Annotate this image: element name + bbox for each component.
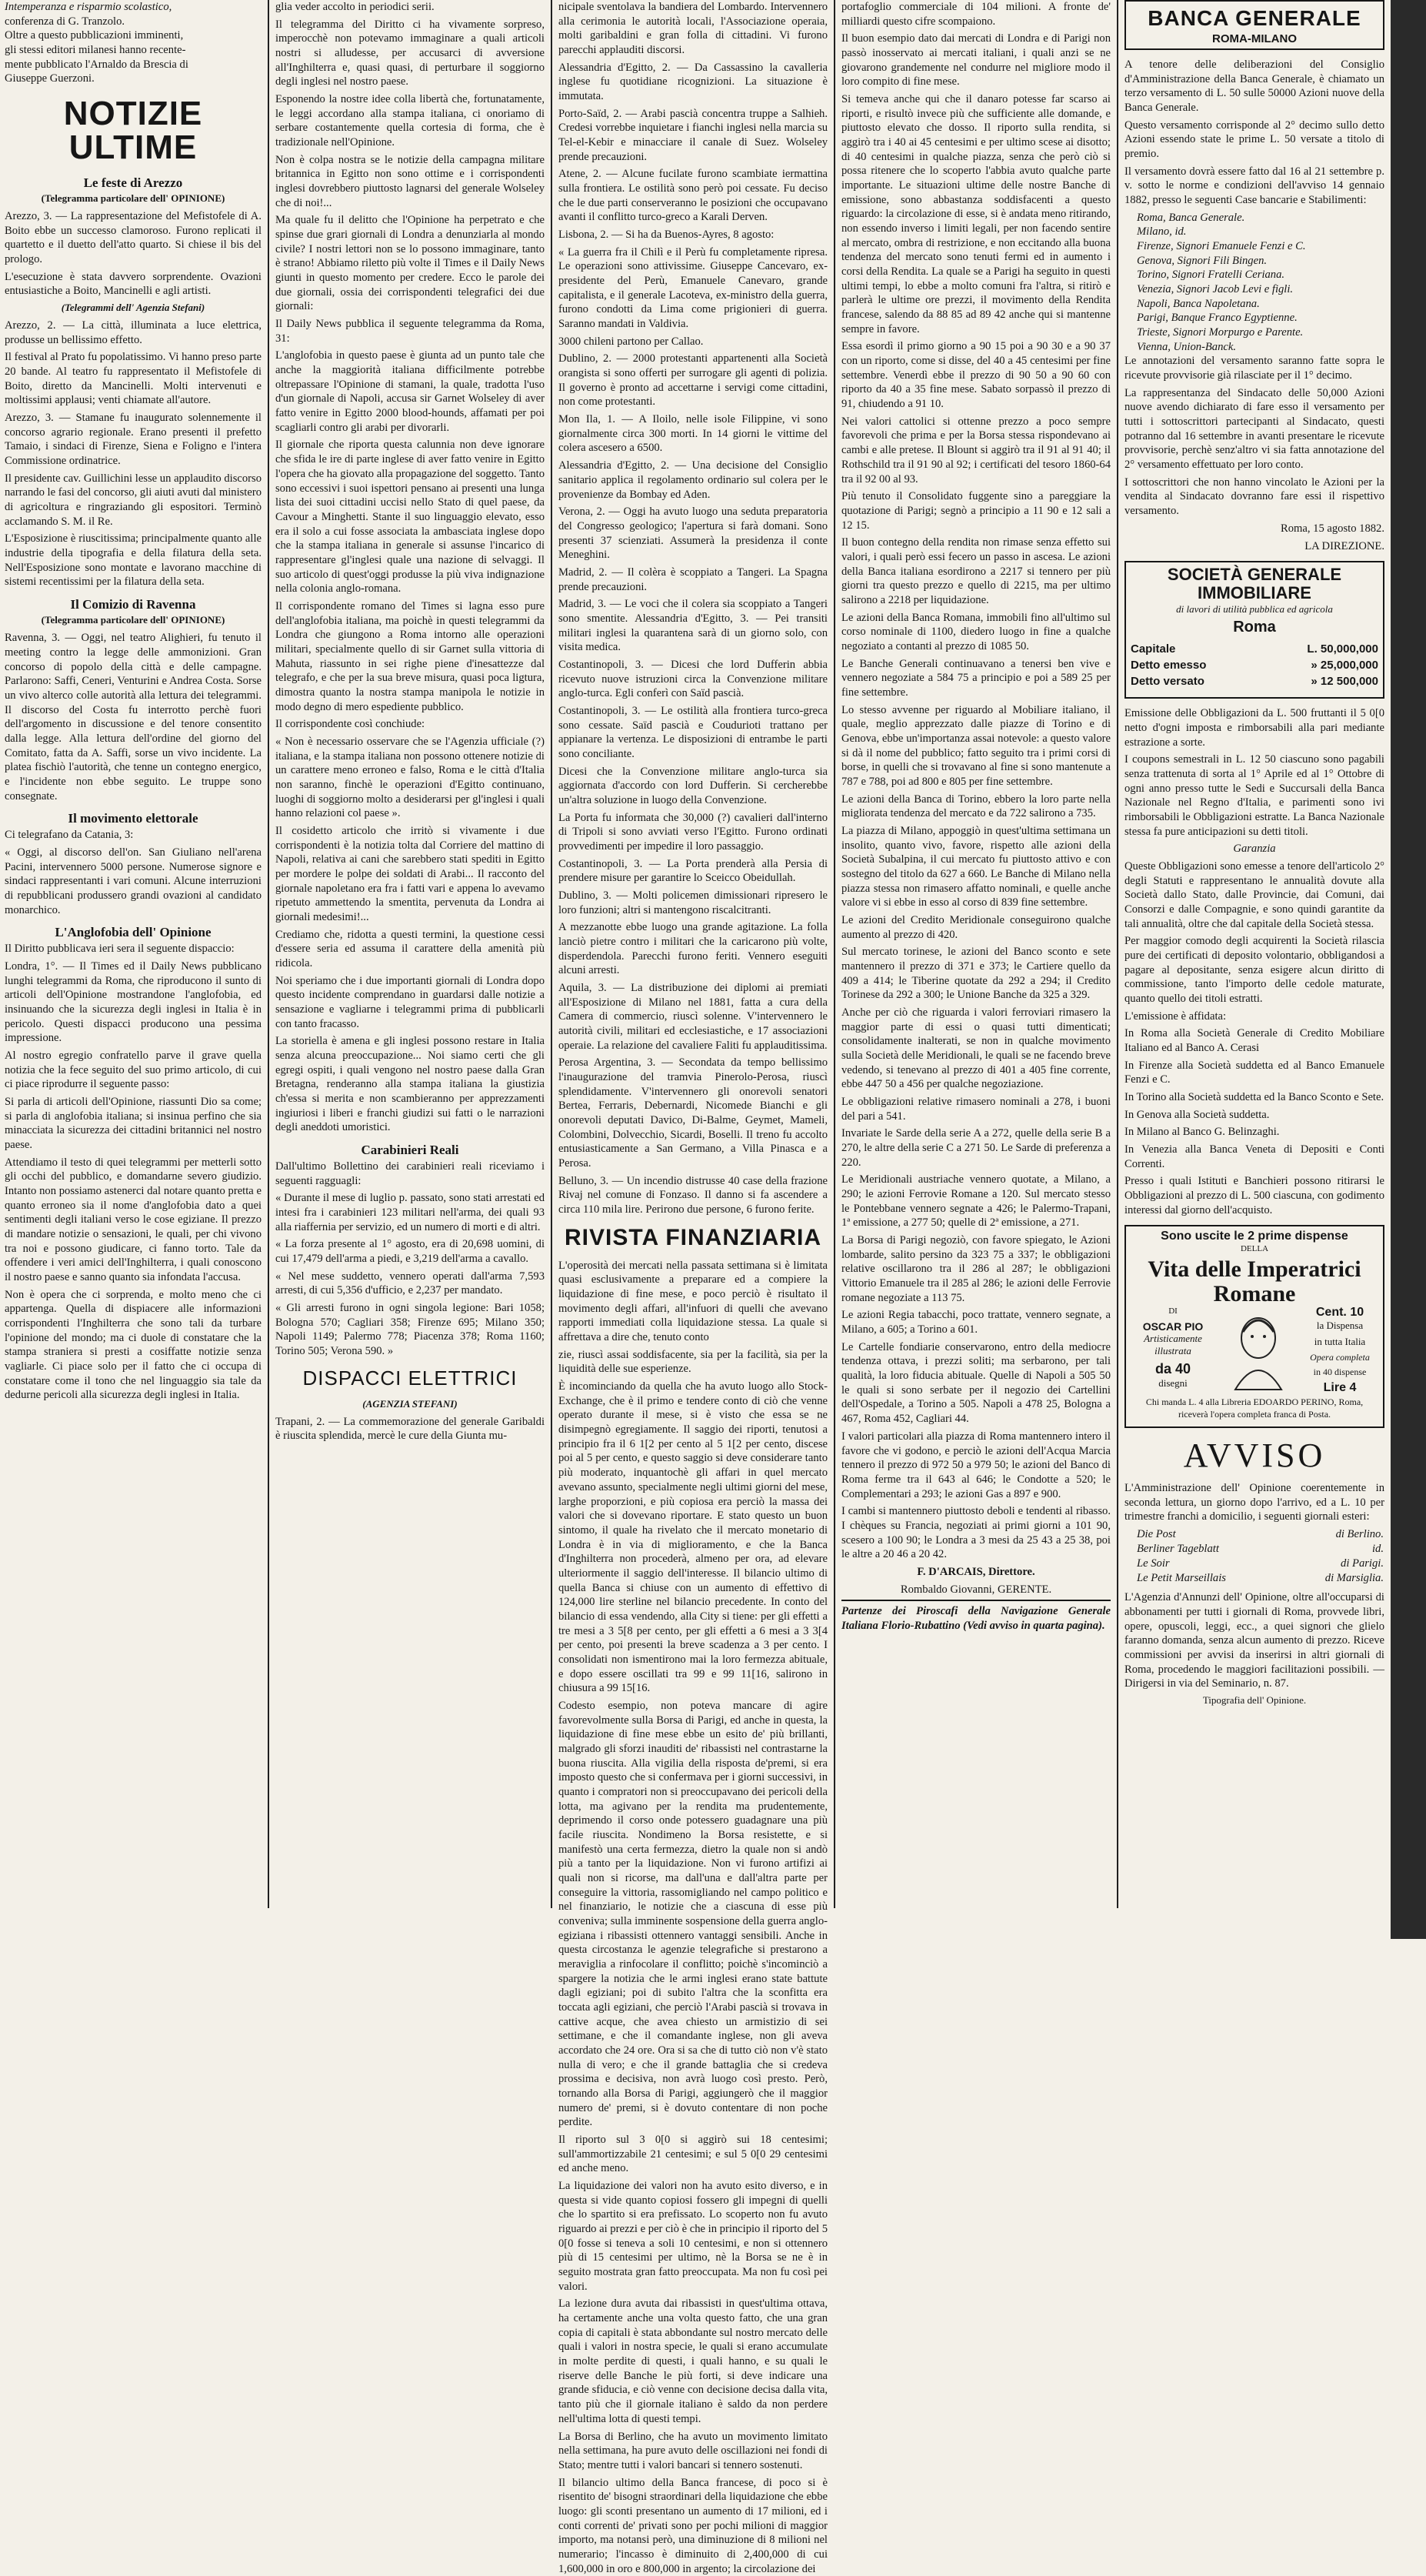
paragraph: Il corrispondente romano del Times si lagna esso pure dell'anglofobia italiana, ma poichè in questi telegrammi da Londra che giungono a Roma intorno alle operazioni militari, specialmente quello di sir Garnet sulla vittoria di Mahuta, riassunto in sei righe piene d'inesattezze dal telegrafo, e che per la sua breve misura, quasi poca ligtura, dimostra quanto la nostra stampa manipola le notizie in modo degno di mero espediente pubblico. [275,599,545,713]
empress-portrait-icon [1224,1309,1293,1393]
paragraph: La piazza di Milano, appoggiò in quest'ultima settimana un insolito, quanto vivo, favore, rispetto alle azioni della Società Subalpina, il cui mercato fu piuttosto attivo e con sostegno del titolo da 627 a 660. Le Banche di Milano nella piazza stessa non rimasero affatto nominali, e quelle anche valore vi si ebbe in esso al corso di 839 fine settembre. [841,824,1111,909]
paragraph: Per maggior comodo degli acquirenti la Società rilascia pure dei certificati di deposito volontario, obbligandosi a pagare al depositante, senza esigere alcun diritto di commissione, tanto l'importo delle cedole maturate, quanto quello dei titoli estratti. [1124,935,1384,1005]
capital-row [1131,641,1378,657]
subheading-arezzo: (Telegramma particolare dell' OPINIONE) [41,192,225,205]
heading-dispacci: DISPACCI ELETTRICI [302,1366,518,1390]
vita-title: Vita delle Imperatrici Romane [1148,1256,1361,1306]
paragraph: Il versamento dovrà essere fatto dal 16 al 21 settembre p. v. sotto le norme e condizioni dell'avviso 14 gennaio 1882, presso le seguenti Case bancarie e Stabilimenti: [1124,165,1384,207]
column-3 [554,0,832,2575]
vita-dispensa: la Dispensa [1316,1320,1364,1332]
paragraph: « Oggi, al discorso dell'on. San Giuliano nell'arena Pacini, intervennero 5000 persone. Numerose signore e sindaci rappresentanti i vari comuni. Alcune interruzioni di repubblicani produssero grandi ovazioni al candidato monarchico. [5,846,262,916]
signature-director: F. D'ARCAIS, Direttore. [917,1565,1035,1578]
intro-line: Oltre a questo pubblicazioni imminenti, [5,29,184,42]
paragraph: È incominciando da quella che ha avuto luogo allo Stock-Exchange, che è il primo e tendere conto di ciò che venne operato durante il mese, si è visto che essa se ne disimpegnò egregiamente. Il saggio dei riporti, tenutosi a principio fra il 6 1[2 per cento al 5 1[2 per cento, discese poi al 5 per cento, e questo saggio si deve considerare tanto più moderato, inquantochè gli affari in quel mercato avevano assunto, specialmente negli ultimi giorni del mese, larghe proporzioni, e più copiosa era perciò la massa dei valori che si dovevano riportare. E stato questo un buon sintomo, il quale ha rivelato che il mercato monetario di Londra è in via di miglioramento, e che la Banca d'Inghilterra non procederà, almeno per ora, ad elevare ulteriormente il saggio dell'interesse. Il bilancio ultimo di quella Banca si chiuse con un aumento di effettivo di 124,000 lire sterline nel bilancio precedente. In conto del bilancio di essa vendendo, alla City si tiene: per gli effetti a tre mesi a 3 5[8 per cento, per gli effetti a 6 mesi a 3 3[4 per cento, poi presenti la breve scadenza a 3 per cento. I consolidati non ismentirono mai la loro fermezza abituale, e dopo essere oscillati tra 99 e 99 11[16, salirono in chiusura a 99 15[16. [558,1380,828,1695]
paragraph: La storiella è amena e gli inglesi possono restare in Italia senza alcuna preoccupazione... Noi siamo certi che gli egregi ospiti, i quali vengono nel nostro paese dalla Gran Bretagna, renderanno alla stampa italiana la giustizia ch'essa si merita e non scambieranno per apprezzamenti ingiuriosi i liberi e franchi giudizi sui fatti o le narrazioni degli aneddoti umoristici. [275,1035,545,1134]
paragraph: Alessandria d'Egitto, 2. — Da Cassassino la cavalleria inglese fu quotidiane ricognizioni. La situazione è immutata. [558,61,828,103]
paragraph: In Venezia alla Banca Veneta di Depositi e Conti Correnti. [1124,1143,1384,1170]
paragraph: Il buon contegno della rendita non rimase senza effetto sui valori, i quali però essi fecero un passo in ascesa. Le azioni della Banca italiana esordirono a 2217 si tennero per più giorni tra questo prezzo e quello di 2215, ma per ultimo salirono a 2218 per liquidazione. [841,536,1111,606]
vita-disegni: disegni [1158,1376,1188,1389]
banca-list-item: Parigi, Banque Franco Egyptienne. [1137,312,1298,325]
intro-line: conferenza di G. Tranzolo. [5,15,125,28]
paragraph: La Borsa di Berlino, che ha avuto un movimento limitato nella settimana, ha pure avuto delle oscillazioni nei fondi di Stato; mentre tutti i valori bancari si tennero sostenuti. [558,2430,828,2471]
vita-lire: Lire 4 [1323,1381,1357,1395]
column-rule [834,0,835,1908]
heading-rivista: RIVISTA FINANZIARIA [565,1224,821,1250]
paragraph: La Borsa di Parigi negoziò, con favore spiegato, le Azioni lombarde, salito persino da 323 75 a 337; le obbligazioni relative oscillarono tra il 286 al 287; le obbligazioni Vittorio Emanuele tra il 285 al 286; le azioni delle Ferrovie romane negoziate a 113 75. [841,1234,1111,1304]
vita-opera2: in 40 dispense [1313,1366,1367,1378]
paragraph: Lo stesso avvenne per riguardo al Mobiliare italiano, il quale, meglio apprezzato dalle piazze di Torino e di Genova, ebbe un'importanza assai notevole: a questo valore si dà il nome del pubblico; fatto seguito tra i primi corsi di borse, in quelli che si trovavano al fine si sono mantenute a 787 e 788, poi ad 800 e 805 per fine settembre. [841,703,1111,788]
banca-city: ROMA-MILANO [1212,32,1297,45]
vita-della: DELLA [1240,1244,1269,1254]
intro-line: mente pubblicato l'Arnaldo da Brescia di [5,58,188,71]
partenze-piroscafi: Partenze dei Piroscafi della Navigazione Generale Italiana Florio-Rubattino (Vedi avviso in quarta pagina). [841,1600,1111,1633]
paragraph: I cambi si mantennero piuttosto deboli e tendenti al ribasso. I chèques su Francia, negoziati ai primi giorni a 101 90, scesero a 100 90; le Londra a 3 mesi da 25 43 a 25 38, poi le altre a 20 46 a 20 42. [841,1505,1111,1561]
capital-label: Detto versato [1131,675,1204,689]
paragraph: L'operosità dei mercati nella passata settimana si è limitata quasi esclusivamente a preparare ed a compiere la liquidazione di fine mese, e poco perciò è risultato il movimento degli affari, all'infuori di quelli che avevano rapporti immediati colla liquidazione stessa. La quale si affrettava a dire che, tenuto conto [558,1259,828,1344]
dark-edge [1391,0,1426,1939]
banca-sign: LA DIREZIONE. [1304,539,1384,552]
vita-imperatrici-ad [1124,1225,1384,1428]
avviso-list [1124,1527,1384,1586]
paragraph: Il telegramma del Diritto ci ha vivamente sorpreso, imperocchè non potevamo immaginare a quali articoli nostri si alludesse, per accusarci di avversione all'Inghilterra e, quasi quasi, di perturbare il soggiorno degli inglesi nel nostro paese. [275,18,545,88]
paragraph: Le obbligazioni relative rimasero nominali a 278, i buoni del pari a 541. [841,1096,1111,1123]
vita-cent: Cent. 10 [1315,1306,1364,1320]
paragraph: Le azioni del Credito Meridionale conseguirono qualche aumento al prezzo di 420. [841,913,1111,941]
banca-list-item: Firenze, Signori Emanuele Fenzi e C. [1137,240,1306,253]
paragraph: In Roma alla Società Generale di Credito Mobiliare Italiano ed al Banco A. Cerasi [1124,1027,1384,1054]
soc-sub: di lavori di utilità pubblica ed agricola [1176,602,1333,615]
paragraph: L'Amministrazione dell' Opinione coerentemente in seconda lettura, un giorno dopo l'arrivo, ed a L. 10 per trimestre franchi a domicilio, i seguenti giornali esteri: [1124,1482,1384,1523]
paragraph: Il bilancio ultimo della Banca francese, di poco si è risentito de' bisogni straordinari della liquidazione che ebbe luogo: gli sconti presentano un aumento di 17 milioni, ed i conti correnti de' privati sono per pochi milioni di maggior importo, ma notansi però, una diminuzione di 8 milioni nel numerario; l'incasso è diminuito di 2,400,000 di cui 1,600,000 in oro e 800,000 in argento; la circolazione dei [558,2476,828,2575]
paragraph: In Torino alla Società suddetta ed la Banco Sconto e Sete. [1124,1090,1384,1103]
heading-comizio: Il Comizio di Ravenna [70,597,196,612]
avviso-row [1124,1542,1384,1557]
intro-line: Giuseppe Guerzoni. [5,72,95,85]
vita-italia: in tutta Italia [1314,1336,1366,1348]
paragraph: Queste Obbligazioni sono emesse a tenore dell'articolo 2° degli Statuti e rappresentano le annualità dovute alla Società dallo Stato, dalle Provincie, dai Comuni, dai Consorzi e dalle Compagnie, e sono quindi garantite da tali annualità, oltre che dal capitale della Società stessa. [1124,859,1384,930]
paragraph: « La guerra fra il Chilì e il Perù fu completamente ripresa. Le operazioni sono attivissime. Giuseppe Cancevaro, ex-presidente del Perù, Emanuele Canevaro, grande capitalista, e il generale Lacoteva, ex-ministro della guerra, furono condotti da Lima come prigionieri di guerra. Saranno mandati in Valdivia. [558,245,828,331]
paragraph: Dicesi che la Convenzione militare anglo-turca sia aggiornata d'accordo con lord Dufferin. Si cercherebbe un'altra soluzione in luogo della Convenzione. [558,765,828,806]
paragraph: La rappresentanza del Sindacato delle 50,000 Azioni nuove avendo dichiarato di fare esso il versamento per tutti i sottoscrittori partecipanti al Sindacato, questi potranno dal 16 settembre in avanti presentare le ricevute provvisorie, perchè senz'altro vi sia fatta annotazione del 2° versamento effettuato per loro conto. [1124,386,1384,472]
paragraph: Porto-Saïd, 2. — Arabi pascià concentra truppe a Salhieh. Credesi vorrebbe inquietare i fianchi inglesi nella marcia su Tel-el-Kebir e minacciare il canale di Suez. Wolseley prende precauzioni. [558,107,828,163]
vita-di: DI [1168,1306,1178,1316]
paragraph: Emissione delle Obbligazioni da L. 500 fruttanti il 5 0[0 netto d'ogni imposta e rimborsabili alla pari mediante estrazione a sorte. [1124,707,1384,749]
paragraph: Aquila, 3. — La distribuzione dei diplomi ai premiati all'Esposizione di Milano nel 1881, fatta a cura della Camera di commercio, riuscì solenne. V'intervennero le autorità civili, militari ed ecclesiastiche, e 17 associazioni operaie. La relazione del cavaliere Faliti fu applauditissima. [558,982,828,1052]
garanzia: Garanzia [1233,843,1276,856]
paragraph: Le Banche Generali continuavano a tenersi ben vive e vennero negoziate a 584 75 a principio e poi a 589 25 per fine settembre. [841,657,1111,699]
paragraph: A tenore delle deliberazioni del Consiglio d'Amministrazione della Banca Generale, è chiamato un terzo versamento di L. 50 sulle 50000 Azioni nuove della Banca Generale. [1124,58,1384,115]
paragraph: Attendiamo il testo di quei telegrammi per metterli sotto gli occhi del pubblico, e domandarne severo giudizio. Intanto non possiamo astenerci dal notare quanto pretta e quanto erroneo sia il nome d'anglofobia dato a quei sentimenti degli italiani verso le cose egiziane. Il prezzo di mandare notizie o sensazioni, le quali, per chi vivono tra noi e possono giudicare, ci fanno torto. Tale da offendere i veri amici dell'Inghilterra, i quali conoscono il nostro paese e sanno quanto sia infondata l'accusa. [5,1156,262,1284]
newspaper-name: Le Soir [1137,1557,1170,1570]
paragraph: Arezzo, 2. — La città, illuminata a luce elettrica, produsse un bellissimo effetto. [5,319,262,346]
paragraph: « Non è necessario osservare che se l'Agenzia ufficiale (?) italiana, e la stampa italiana non possono ottenere notizie di un carattere meno erroneo e falso, Roma e le città d'Italia non saranno, finchè le operazioni d'Egitto continuano, luoghi di soggiorno molto a desiderarsi per gl'inglesi i quali hanno relazioni col paese ». [275,735,545,820]
newspaper-name: Berliner Tageblatt [1137,1543,1219,1556]
paragraph: portafoglio commerciale di 104 milioni. A fronte de' milliardi questo cifre scompaiono. [841,1,1111,28]
paragraph: Questo versamento corrisponde al 2° decimo sullo detto Azioni essendo state le prime L. 50 versate a titolo di premio. [1124,118,1384,161]
subheading-dispacci: (AGENZIA STEFANI) [362,1397,458,1410]
vita-opera: Opera completa [1310,1351,1370,1363]
paragraph: Essa esordì il primo giorno a 90 15 poi a 90 30 e a 90 37 con un riporto, come si disse, del 40 a 45 centesimi per fine settembre. Venerdì ebbe il prezzo di 90 50 a 90 60 con riporto da 40 a 35 fine mese. Sabato sorpassò il prezzo di 91, chiudendo a 91 10. [841,340,1111,411]
paragraph: Il Diritto pubblicava ieri sera il seguente dispaccio: [5,943,235,956]
paragraph: Londra, 1°. — Il Times ed il Daily News pubblicano lunghi telegrammi da Roma, che riproducono il sunto di articoli dell'Opinione mostrandone l'anglofobia, ed insinuando che la sicurezza degli inglesi in Italia è in pericolo. Questi dispacci producono una pessima impressione. [5,959,262,1045]
column-rule [1117,0,1118,1908]
paragraph: Codesto esempio, non poteva mancare di agire favorevolmente sulla Borsa di Parigi, ed anche in questa, la liquidazione di fine mese ebbe un esito de' più brillanti, malgrado gli sforzi inauditi de' ribassisti nel contrastarne la buona riuscita. Alla vigilia della risposta de'premi, si era imposto questo che si confermava per i giorni successivi, in quanto i compratori non si preoccupavano dei pericoli della lotta, ma agivano per la rendita ma prudentemente, deprimendo il corso onde potessero guadagnare una più facile riuscita. Nondimeno la Borsa resistette, e si manifestò una certa fermezza, dietro la quale non si andò più a tanto per la liquidazione. Non vi furono artifizi ai quali non si ricorse, ma dall'una e dall'altra parte per conseguire la vittoria, rassomigliando nel campo politico e nel finanziario, le notizie che a ciascuna di esse più conveniva; sulla imminente sospensione della guerra anglo-egiziana i ribassisti ottennero vantaggi sensibili. Anche in questa circostanza le agenzie telegrafiche si prestarono a meraviglia a rinfocolare il conflitto; poichè s'incominciò a spargere la notizia che le armi inglesi erano state battute dagli egiziani; poi di subito l'altra che la sconfitta era toccata agli egiziani, che perciò l'Arabi pascià si trovava in cattive acque, che avea chiesto un armistizio di sei settimane, e che il comandante inglese, non gli aveva accordato che 24 ore. Ora si sa che di tutto ciò non v'è stato nulla di vero; e che il grande battaglia che si credeva prossima e decisiva, non avrà luogo così presto. Però, tornando alla Borsa di Parigi, aggiungerò che il maggior numero de' premi, si è dovuto contentare di non poche perdite. [558,1699,828,2129]
column-1 [0,0,266,1908]
banca-date: Roma, 15 agosto 1882. [1281,522,1384,535]
avviso-row [1124,1527,1384,1542]
paragraph: Madrid, 3. — Le voci che il colera sia scoppiato a Tangeri sono smentite. Alessandria d'Egitto, 3. — Pei transiti militari inglesi la quarantena sarà di un giorno solo, con visita medica. [558,598,828,654]
vita-art: Artisticamente illustrata [1144,1332,1202,1357]
paragraph: Perosa Argentina, 3. — Secondata da tempo bellissimo l'inaugurazione del tramvia Pinerolo-Perosa, riuscì splendidamente. V'intervennero gli onorevoli senatori Bertea, Ferraris, Debernardi, Nicomede Bianchi e gli onorevoli deputati Davico, Di-Balme, Geymet, Mameli, Colombini, Dolvecchio, Sicardi, Boselli. Il treno fu accolto entusiasticamente a San Germano, a Villa Pinasca e a Perosa. [558,1056,828,1170]
paragraph: Crediamo che, ridotta a questi termini, la questione cessi d'essere seria ed assuma il carattere della amenità più ridicola. [275,928,545,969]
vita-body [1131,1306,1378,1396]
vita-top: Sono uscite le 2 prime dispense [1161,1230,1348,1243]
paragraph: Dall'ultimo Bollettino dei carabinieri reali riceviamo i seguenti ragguagli: [275,1160,545,1187]
column-5-ads [1120,0,1389,1908]
intro-line: Intemperanza e risparmio scolastico, [5,1,172,13]
paragraph: Le azioni Regia tabacchi, poco trattate, vennero segnate, a Milano, a 605; a Torino a 601. [841,1309,1111,1336]
subheading-comizio: (Telegramma particolare dell' OPINIONE) [41,614,225,626]
paragraph: « La forza presente al 1° agosto, era di 20,698 uomini, di cui 17,479 dell'arma a piedi, e 3,219 dell'arma a cavallo. [275,1238,545,1266]
paragraph: L'esecuzione è stata davvero sorprendente. Ovazioni entusiastiche a Boito, Mancinelli e agli artisti. [5,270,262,298]
capital-label: Detto emesso [1131,659,1207,672]
paragraph: Il corrispondente così conchiude: [275,718,425,731]
capital-row [1131,657,1378,673]
paragraph: nicipale sventolava la bandiera del Lombardo. Intervennero alla cerimonia le autorità locali, l'Associazione operaia, molti garibaldini e gran folla di cittadini. Vi furono parecchi applauditi discorsi. [558,1,828,57]
banca-generale-ad [1124,0,1384,50]
paragraph: In Firenze alla Società suddetta ed al Banco Emanuele Fenzi e C. [1124,1059,1384,1086]
newspaper-city: di Marsiglia. [1324,1572,1384,1585]
paragraph: Trapani, 2. — La commemorazione del generale Garibaldi è riuscita splendida, mercè le cure della Giunta mu- [275,1415,545,1443]
paragraph: Costantinopoli, 3. — Le ostilità alla frontiera turco-greca sono cessate. Saïd pascià e Coudurioti trattano per appianare la vertenza. Le disposizioni di entrambe le parti sono conciliante. [558,704,828,760]
paragraph: L'anglofobia in questo paese è giunta ad un punto tale che anche la maggiorità italiana difficilmente potrebbe oltrepassare l'Opinione di stamani, la quale, tradotta l'uso d'un giornale di Napoli, accusa sir Garnet Wolseley di aver fatto venire in Egitto 2000 blood-hounds, affamati per poi scagliarli contro gli arabi per divorarli. [275,349,545,434]
paragraph: La liquidazione dei valori non ha avuto esito diverso, e in questa si vide quanto copiosi fossero gli impegni di quelli che lo spartito si era prefissato. Lo scoperto non fu avuto riguardo ai prezzi e per ciò è che in principio il riporto del 5 0[0 fosse si teneva a soli 10 centesimi, e non si ottennero più di 15 centesimi per ultimo, nè la Borsa se ne è in seguito mostrata gran fatto preoccupata. Ma non fu così pei valori. [558,2180,828,2293]
column-rule [268,0,269,1908]
paragraph: Il Daily News pubblica il seguente telegramma da Roma, 31: [275,318,545,345]
column-rule [551,0,552,1908]
capital-value: » 12 500,000 [1311,675,1378,689]
paragraph: Mon Ila, 1. — A Iloilo, nelle isole Filippine, vi sono giornalmente circa 300 morti. In 14 giorni le vittime del colera ascesero a 6500. [558,413,828,455]
paragraph: Verona, 2. — Oggi ha avuto luogo una seduta preparatoria del Congresso geologico; l'apertura si farà domani. Sono presenti 37 scienziati. Assumerà la presidenza il conte Meneghini. [558,506,828,562]
paragraph: La Porta fu informata che 30,000 (?) cavalieri dall'interno di Tripoli si sono avviati verso l'Egitto. Furono ordinati provvedimenti per impedire il loro passaggio. [558,811,828,853]
paragraph: Arezzo, 3. — La rappresentazione del Mefistofele di A. Boito ebbe un successo clamoroso. Furono replicati il quartetto e il duetto dell'atto quarto. Si chiese il bis del prologo. [5,210,262,266]
paragraph: L'Esposizione è riuscitissima; principalmente quanto alle industrie della tipografia e della filatura della seta. Nell'Esposizione sono montate e lavorano macchine di sistemi recentissimi per la filatura della seta. [5,532,262,589]
heading-movimento: Il movimento elettorale [68,811,198,826]
banca-list-item: Venezia, Signori Jacob Levi e figli. [1137,283,1294,296]
intro-lines [5,0,262,86]
heading-anglofobia: L'Anglofobia dell' Opinione [55,925,212,940]
paragraph: Costantinopoli, 3. — La Porta prenderà alla Persia di prendere misure per garantire lo Sceicco Obeidullah. [558,857,828,885]
paragraph: Il festival al Prato fu popolatissimo. Vi hanno preso parte 20 bande. Al teatro fu rappresentato il Mefistofele di Boito, diretto da Mancinelli. Molti intervenuti e moltissimi applausi; venti chiamate all'autore. [5,351,262,407]
banca-list [1124,211,1384,355]
heading-carabinieri: Carabinieri Reali [361,1143,459,1158]
vita-da: da 40 [1154,1360,1191,1376]
paragraph: « Nel mese suddetto, vennero operati dall'arma 7,593 arresti, di cui 5,356 d'ufficio, e 2,237 per mandato. [275,1270,545,1297]
banca-list-item: Milano, id. [1137,225,1187,239]
paragraph: Ci telegrafano da Catania, 3: [5,829,134,842]
soc-city: Roma [1233,619,1276,636]
paragraph: Le azioni della Banca di Torino, ebbero la loro parte nella migliorata tendenza del mercato e da 722 salirono a 735. [841,792,1111,820]
paragraph: Le annotazioni del versamento saranno fatte sopra le ricevute provvisorie già rilasciate per il 1° decimo. [1124,355,1384,382]
paragraph: Le azioni della Banca Romana, immobili fino all'ultimo sul corso nominale di 1100, diedero luogo in fine a qualche negoziato a contanti al prezzo di 1085 50. [841,611,1111,652]
paragraph: Le Cartelle fondiarie conservarono, entro della mediocre tendenza ottava, i prezzi soliti; ma serbarono, per tali qualità, la loro fiducia abituale. Quelle di Napoli a 505 50 le quali si sono serbate per il negozio dei Cartellini dell'Ospedale, a Torino a 505. Napoli a 478 25, Bologna a 467, Roma 452, Cagliari 44. [841,1340,1111,1426]
capital-table [1131,641,1378,689]
paragraph: « Durante il mese di luglio p. passato, sono stati arrestati ed intesi fra i carabinieri 123 militari nell'arma, dei quali 93 alla riaffernia per servizio, ed un numero di morti e di altri. [275,1192,545,1233]
paragraph: La lezione dura avuta dai ribassisti in quest'ultima ottava, ha certamente anche una volta questo fatto, che una gran copia di capitali è stata abbondante sul nostro mercato delle quali i valori in nostra specie, le quali si erano accumulate in molte perdite di questi, i quali hanno, e su quali le riserve delle Banche le più forti, si deve indicare una grande sfiducia, e ciò venne con decisione decisa dalla vita, tanto più che il giornale italiano è saldo da non perdere nell'ultima lotta di questi tempi. [558,2297,828,2425]
paragraph: Lisbona, 2. — Si ha da Buenos-Ayres, 8 agosto: [558,229,775,242]
paragraph: Belluno, 3. — Un incendio distrusse 40 case della frazione Rivaj nel comune di Fonzaso. Il danno si fa ascendere a circa 110 mila lire. Perirono due persone, 6 furono ferite. [558,1174,828,1216]
paragraph: Madrid, 2. — Il colèra è scoppiato a Tangeri. La Spagna prende precauzioni. [558,566,828,593]
avviso-row [1124,1571,1384,1586]
newspaper-city: di Parigi. [1341,1557,1384,1570]
column-4 [837,0,1115,1908]
paragraph: Al nostro egregio confratello parve il grave quella notizia che la fece seguito del suo primo articolo, di cui ci piace riprodurre il seguente passo: [5,1049,262,1091]
banca-list-item: Napoli, Banca Napoletana. [1137,297,1260,310]
paragraph: Si parla di articoli dell'Opinione, riassunti Dio sa come; si parla di anglofobia italiana; si insinua perfino che sia minacciata la sicurezza dei cittadini britannici nel nostro paese. [5,1095,262,1151]
emissione: L'emissione è affidata: [1124,1009,1227,1023]
section-title-notizie: NOTIZIE ULTIME [63,95,203,167]
paragraph: Nei valori cattolici si ottenne prezzo a poco sempre favorevoli che prima e per la Borsa stessa rispondevano ai cambi e alle pretese. Il Blount si aggirò tra il 91 al 91 40; il Rothschild tra il 91 90 al 92; i certificati del tesoro 1860-64 tra il 92 00 al 93. [841,415,1111,486]
intro-line: gli stessi editori milanesi hanno recente- [5,44,186,57]
paragraph: Dublino, 3. — Molti policemen dimissionari ripresero le loro funzioni; altri si mantengono riscalcitranti. [558,889,828,916]
paragraph: I coupons semestrali in L. 12 50 ciascuno sono pagabili senza trattenuta di sorta al 1° Aprile ed al 1° Ottobre di ogni anno presso tutte le Sedi e Succursali della Banca Nazionale nel Regno d'Italia, e parimenti sono ivi rimborsabili le Obbligazioni estratte. La Banca Nazionale stessa fa pure anticipazioni su detti titoli. [1124,753,1384,838]
paragraph: Il riporto sul 3 0[0 si aggirò sui 18 centesimi; sull'ammortizzabile 21 centesimi; e sul 5 0[0 29 centesimi ed anche meno. [558,2134,828,2175]
newspaper-city: id. [1372,1543,1384,1556]
paragraph: Presso i quali Istituti e Banchieri possono ritirarsi le Obbligazioni al prezzo di L. 500 ciascuna, con godimento interessi dal giorno dell'acquisto. [1124,1175,1384,1216]
paragraph: Ravenna, 3. — Oggi, nel teatro Alighieri, fu tenuto il meeting contro la legge delle ammonizioni. Gran concorso di popolo della città e delle campagne. Parlarono: Saffi, Ceneri, Venturini e Andrea Costa. Sorse un vivo alterco colle autorità alla lettura dei telegrammi. Il discorso del Costa fu interrotto perchè fuori dell'argomento in discussione e del tenore consentito dalla legge. Alla lettura dell'ordine del giorno del Comitato, fatta da A. Saffi, sorse un vivo incidente. La platea fischiò l'autorità, che tenne un contegno energico, e l'incidente non ebbe seguito. Le truppe sono consegnate. [5,632,262,802]
paragraph: Il presidente cav. Guillichini lesse un applaudito discorso narrando le fasi del concorso, gli aiuti avuti dal ministero di agricoltura e ringraziando gli espositori. Terminò acclamando S. M. il Re. [5,472,262,528]
paragraph: Costantinopoli, 3. — Dicesi che lord Dufferin abbia ricevuto nuove istruzioni circa la Convenzione militare anglo-turca. Egli conferì con Saïd pascià. [558,658,828,700]
tipografia: Tipografia dell' Opinione. [1202,1693,1307,1706]
paragraph: A mezzanotte ebbe luogo una grande agitazione. La folla lanciò pietre contro i militari che la caricarono più volte, disperdendola. Parecchi furono feriti. Vennero eseguiti alcuni arresti. [558,921,828,977]
paragraph: zie, riuscì assai soddisfacente, sia per la facilità, sia per la liquidità delle sue esperienze. [558,1348,828,1376]
paragraph: L'Agenzia d'Annunzi dell' Opinione, oltre all'occuparsi di abbonamenti per tutti i giornali di Roma, provvede libri, opere, opuscoli, leggi, ecc., a quei signori che glielo faranno domanda, senza alcun aumento di prezzo. Riceve commissioni per avvisi da inserirsi in altri giornali di Roma, procedendo le maggiori facilitazioni possibili. — Dirigersi in via del Seminario, n. 87. [1124,1591,1384,1690]
newspaper-name: Die Post [1137,1528,1176,1541]
paragraph: Il cosidetto articolo che irritò si vivamente i due corrispondenti è la notizia tolta dal Corriere del mattino di Napoli, relativa ai cani che sarebbero stati spediti in Egitto per mordere le polpe dei soldati di Arabi... Il racconto del giornale napoletano era fra i fatti vari e appena lo avevamo ripetuto ammettendo la smentita, pervenuta da Londra ai giornali medesimi!... [275,824,545,923]
newspaper-name: Le Petit Marseillais [1137,1572,1226,1585]
capital-value: » 25,000,000 [1311,659,1378,672]
paragraph: Il giornale che riporta questa calunnia non deve ignorare che sfida le ire di parte inglese di aver fatto venire in Egitto l'opera che ha giovato alla propagazione del soggetto. Tanto sono eccessivi i suoi ispettori pensano ai presenti una lunga lista dei suoi cittadini uccisi nello Stato di quel paese, da Cavour a Minghetti. Stante il suo linguaggio elevato, esso era il solo a cui fosse associata la ambasciata inglese dopo che la stampa italiana in generale si assunse l'incarico di rappresentare gl'inglesi quale una nazione di selvaggi. Il suo articolo di quest'oggi produsse la più viva indignazione nella colonia anglo-romana. [275,439,545,596]
paragraph: Noi speriamo che i due importanti giornali di Londra dopo questo incidente comprendano in guardarsi dalle notizie a sensazione e vagliarne i telegrammi prima di pubblicarli con tanto fracasso. [275,974,545,1030]
avviso-row [1124,1557,1384,1571]
banca-list-item: Trieste, Signori Morpurgo e Parente. [1137,326,1304,339]
immobiliare-ad [1124,561,1384,699]
paragraph: Dublino, 2. — 2000 protestanti appartenenti alla Società orangista si sono offerti per surrogare gli agenti di polizia. Il governo è pronto ad accettarne i servigi come cittadini, non come protestanti. [558,352,828,409]
paragraph: Si temeva anche qui che il danaro potesse far scarso ai riporti, e risultò invece più che sufficiente alle domande, e piuttosto elevato che dosso. Il riporto sulla rendita, si aggirò tra i 40 ai 45 centesimi e per ultimo scese ai disotto; di 40 centesimi in qualche piazza, senza che però ciò si possa ritenere che lo scoperto l'abbia avuto qualche parte importante. Le situazioni ultime delle nostre Banche di emissione, sono abbastanza soddisfacenti a questo riguardo: la circolazione di esse, si è andata meno ritirando, non essendo inverso i limiti legali, per non facendo sentire al mercato, ombra di restrizione, e non eccitando alla buona tendenza del mercato sono tenuti fermi ed in aumento i corsi della Rendita. La quale se a Parigi ha seguito in questi ultimi tempi, lo ebbe a molto comuni fra l'altra, si ritirò e parlerà le ultime ore prezzi, il movimento della Rendita francese, salendo da 88 85 ad 89 42 anche qui si mantenne sempre in favore. [841,93,1111,335]
paragraph: In Genova alla Società suddetta. [1124,1108,1270,1121]
column-2 [271,0,549,1908]
paragraph: Il buon esempio dato dai mercati di Londra e di Parigi non passò inosservato ai mercati italiani, i quali anzi se ne giovarono grandemente nel condurre nel migliore modo il loro compito di fine mese. [841,32,1111,88]
banca-list-item: Genova, Signori Fili Bingen. [1137,254,1268,267]
paragraph: Sul mercato torinese, le azioni del Banco sconto e sete mantennero il prezzo di 371 e 373; le Cartiere quello da 409 a 414; le Tiberine quotate da 292 a 294; il Credito Torinese da 292 a 300; le Unione Banche da 325 a 329. [841,946,1111,1002]
vita-right [1301,1306,1378,1395]
paragraph: In Milano al Banco G. Belinzaghi. [1124,1126,1280,1139]
paragraph: Non è colpa nostra se le notizie della campagna militare britannica in Egitto non sono ottime e i corrispondenti inglesi dovrebbero piuttosto lagnarsi del generale Wolseley che di noi!... [275,153,545,209]
paragraph: Anche per ciò che riguarda i valori ferroviari rimasero la maggior parte di essi o quasi tutti dimenticati; consolidamente inalterati, se non in qualche movimento sulla Società delle Meridionali, le quali se ne facendo breve vedendo, si tenevano al prezzo di 401 a 405 fine corrente, ebbe 447 50 a 456 per qualche negoziazione. [841,1006,1111,1091]
paragraph: I sottoscrittori che non hanno vincolato le Azioni per la vendita al Sindacato dovranno fare essi il rispettivo versamento. [1124,475,1384,518]
vita-foot: Chi manda L. 4 alla Libreria EDOARDO PERINO, Roma, riceverà l'opera completa franca di Posta. [1145,1396,1364,1420]
banca-title: BANCA GENERALE [1148,6,1361,30]
paragraph: Atene, 2. — Alcune fucilate furono scambiate iermattina sulla frontiera. Le ostilità sono però poi cessate. Fu deciso che le due parti conserveranno le posizioni che occupavano avanti il conflitto turco-greco a Karali Derven. [558,168,828,224]
capital-value: L. 50,000,000 [1307,642,1378,656]
signature-gerente: Rombaldo Giovanni, GERENTE. [900,1583,1052,1596]
banca-list-item: Vienna, Union-Banck. [1137,340,1237,353]
paragraph: Arezzo, 3. — Stamane fu inaugurato solennemente il concorso agrario regionale. Erano presenti il prefetto Tamaio, i sindaci di Firenze, Siena e Foligno e l'intera Commissione ordinatrice. [5,412,262,468]
soc-title: SOCIETÀ GENERALE IMMOBILIARE [1167,565,1342,603]
subheading-stefani: (Telegrammi dell' Agenzia Stefani) [61,302,205,314]
paragraph: Le Meridionali austriache vennero quotate, a Milano, a 290; le azioni Ferrovie Romane a 120. Sul mercato stesso le Pontebbane vennero segnate a 426; le Palermo-Trapani, 1ª emissione, a 277 50; quelle di 2ª emissione, a 271. [841,1173,1111,1230]
heading-arezzo: Le feste di Arezzo [83,175,183,191]
paragraph: Invariate le Sarde della serie A a 272, quelle della serie B a 270, le altre della serie C a 271 50. Le Sarde di preferenza a 220. [841,1127,1111,1169]
paragraph: Alessandria d'Egitto, 2. — Una decisione del Consiglio sanitario applica il regolamento ordinario sul colera per le provenienze da Bombay ed Aden. [558,459,828,501]
paragraph: Ma quale fu il delitto che l'Opinione ha perpetrato e che spinse due grari giornali di Londra a denunziarla al mondo civile? I nostri lettori non se lo possono immaginare, tanto è strano! Abbiamo riletto più volte il Times e il Daily News giunti in questo momento per credere. Ecco le parole dei due giornali, ossia dei corrispondenti telegrafici dei due giornali: [275,214,545,313]
newspaper-city: di Berlino. [1335,1528,1384,1541]
avviso-title: AVVISO [1183,1436,1326,1475]
paragraph: « Gli arresti furono in ogni singola legione: Bari 1058; Bologna 570; Cagliari 358; Firenze 695; Milano 350; Napoli 1149; Palermo 778; Piacenza 378; Roma 1160; Torino 505; Verona 590. » [275,1302,545,1358]
banca-list-item: Roma, Banca Generale. [1137,211,1245,224]
capital-row [1131,673,1378,689]
paragraph: Più tenuto il Consolidato fuggente sino a pareggiare la quotazione di Parigi; segnò a principio a 11 90 e 12 sali a 12 15. [841,490,1111,532]
paragraph: I valori particolari alla piazza di Roma mantennero intero il favore che vi godono, e perciò le azioni dell'Acqua Marcia tennero il prezzo di 972 50 a 979 50; le azioni del Banco di Roma ferme tra il 643 al 646; le Condotte a 520; le Complementari a 293; le azioni Gas a 897 e 900. [841,1430,1111,1500]
paragraph: Non è opera che ci sorprenda, e molto meno che ci appartenga. Quella di dispiacere alle informazioni corrispondenti l'Inghilterra che sono tali da turbare l'opinione del mondo; ma ci duole di constatare che la stampa straniera si presti a cosiffatte notizie senza vagliarle. Ci piace solo per il fatto che ci occupa di constatare come il tono che nel linguaggio sia tale da dedurne pericoli alla sicurezza degli inglesi in Italia. [5,1288,262,1402]
paragraph: Esponendo la nostre idee colla libertà che, fortunatamente, le leggi accordano alla stampa italiana, ci onoriamo di serbare costantemente quella cortesia di forma, che è tradizionale nell'Opinione. [275,93,545,149]
paragraph: 3000 chileni partono per Callao. [558,335,704,348]
banca-list-item: Torino, Signori Fratelli Ceriana. [1137,269,1285,282]
paragraph: glia veder accolto in periodici serii. [275,1,435,13]
vita-author: OSCAR PIO [1142,1320,1204,1333]
vita-left [1131,1306,1215,1393]
capital-label: Capitale [1131,642,1176,656]
